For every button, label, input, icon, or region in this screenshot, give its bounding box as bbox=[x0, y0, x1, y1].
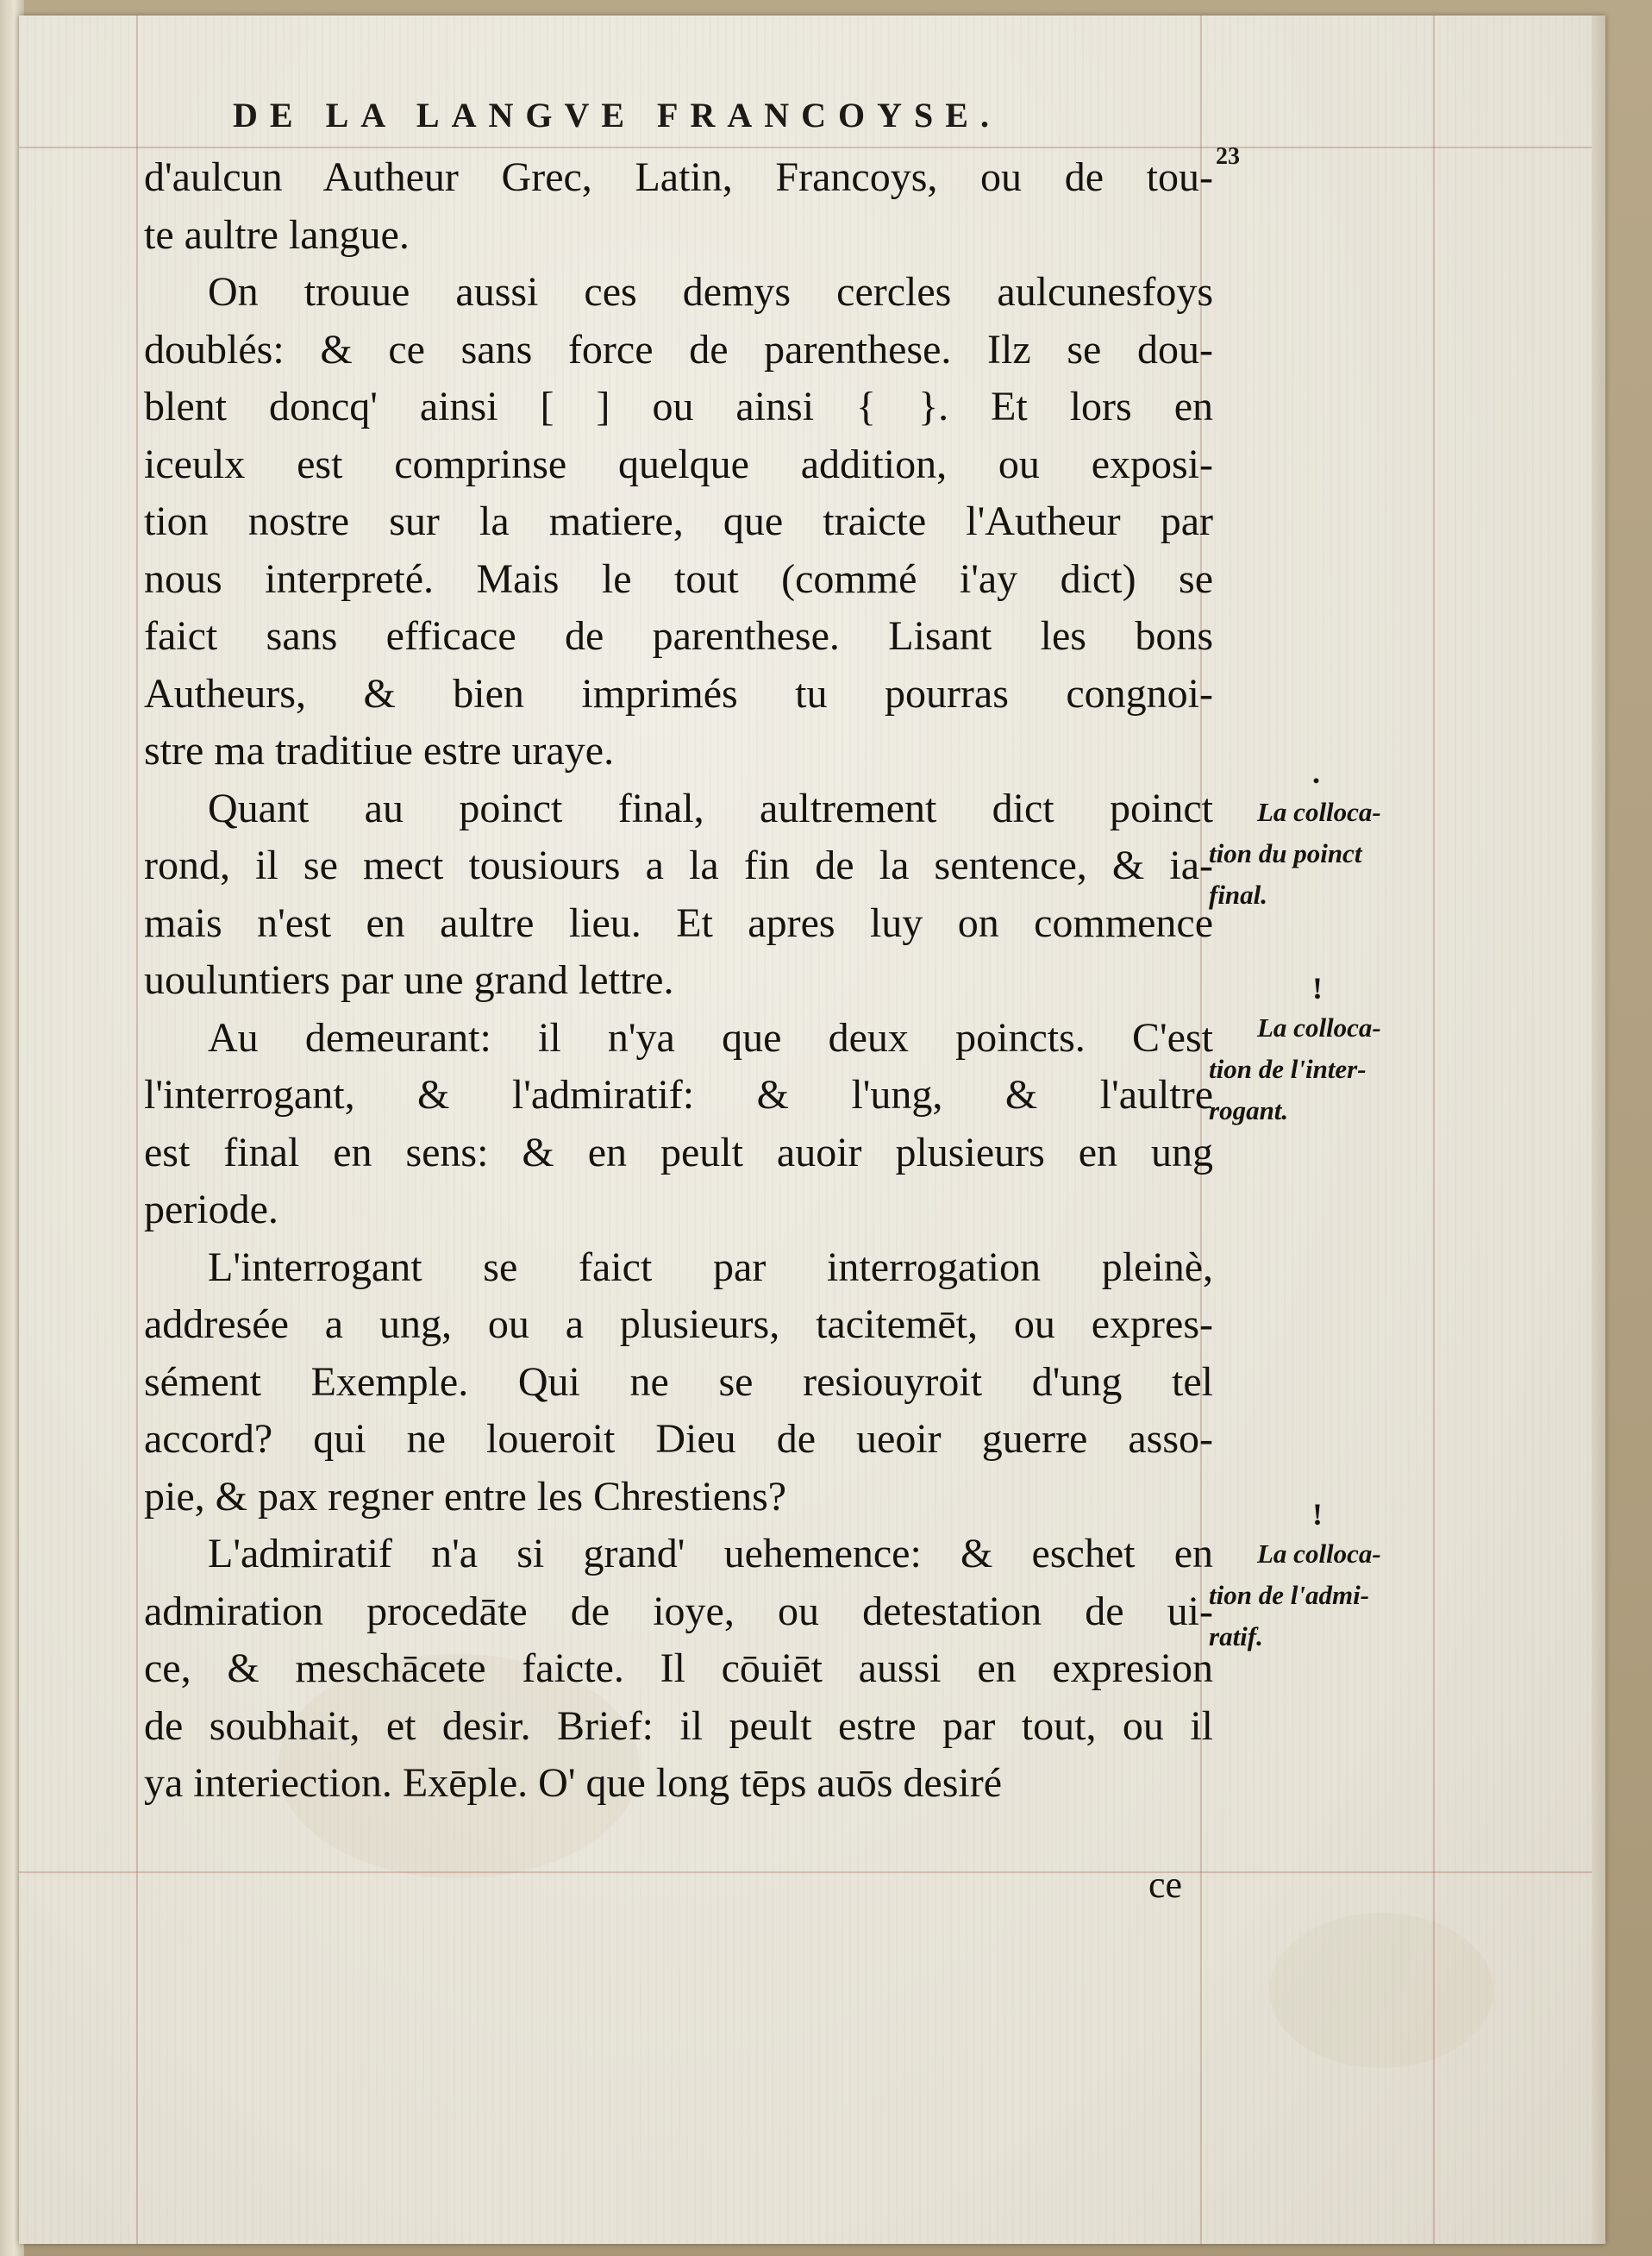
text-line: admiration procedāte de ioye, ou detestation de ui- bbox=[144, 1588, 1213, 1634]
text-line: blent doncq' ainsi [ ] ou ainsi { }. Et lors en bbox=[144, 384, 1213, 429]
text-line: periode. bbox=[144, 1187, 278, 1232]
paragraph bbox=[144, 1526, 1213, 1813]
margin-note-line: La colloca- bbox=[1257, 1012, 1381, 1043]
text-line: mais n'est en aultre lieu. Et apres luy on commence bbox=[144, 899, 1213, 946]
paragraph bbox=[144, 264, 1213, 780]
paragraph bbox=[144, 149, 1213, 264]
margin-note-mark: . bbox=[1312, 755, 1320, 790]
paragraph bbox=[144, 1239, 1213, 1526]
text-line: pie, & pax regner entre les Chrestiens? bbox=[144, 1473, 787, 1520]
text-line: ya interiection. Exēple. O' que long tēps auōs desiré bbox=[144, 1760, 1003, 1806]
paragraph bbox=[144, 780, 1213, 1010]
text-line: Au demeurant: il n'ya que deux poincts. C'est bbox=[208, 1014, 1213, 1061]
text-line: accord? qui ne loueroit Dieu de ueoir guerre asso- bbox=[144, 1416, 1213, 1462]
margin-note-mark: ! bbox=[1312, 971, 1323, 1006]
margin-note-line: ratif. bbox=[1209, 1621, 1263, 1651]
text-line: ce, & meschācete faicte. Il cōuiēt aussi en expresion bbox=[144, 1645, 1213, 1691]
margin-note bbox=[1209, 971, 1467, 1131]
text-line: stre ma traditiue estre uraye. bbox=[144, 728, 615, 774]
book-page bbox=[19, 16, 1605, 2244]
margin-note-mark: ! bbox=[1312, 1497, 1323, 1532]
margin-note-line: rogant. bbox=[1209, 1095, 1289, 1125]
text-line: On trouue aussi ces demys cercles aulcunesfoys bbox=[208, 269, 1213, 315]
paragraph bbox=[144, 1010, 1213, 1239]
text-line: l'interrogant, & l'admiratif: & l'ung, & l'aultre bbox=[144, 1072, 1213, 1118]
margin-note-line: final. bbox=[1209, 880, 1268, 910]
text-line: Quant au poinct final, aultrement dict poinct bbox=[208, 785, 1213, 831]
text-line: iceulx est comprinse quelque addition, ou exposi- bbox=[144, 441, 1213, 487]
text-line: nous interpreté. Mais le tout (commé i'ay dict) se bbox=[144, 555, 1213, 602]
text-line: rond, il se mect tousiours a la fin de la sentence, & ia- bbox=[144, 843, 1213, 888]
rule-top bbox=[19, 147, 1605, 148]
running-head: DE LA LANGVE FRANCOYSE. bbox=[233, 96, 1001, 135]
text-line: Autheurs, & bien imprimés tu pourras congnoi- bbox=[144, 670, 1213, 717]
margin-note-line: tion de l'admi- bbox=[1209, 1580, 1369, 1610]
rule-left bbox=[136, 16, 138, 2244]
margin-note-line: La colloca- bbox=[1257, 1538, 1381, 1569]
text-line: tion nostre sur la matiere, que traicte l'Autheur par bbox=[144, 498, 1213, 544]
text-line: d'aulcun Autheur Grec, Latin, Francoys, ou de tou- bbox=[144, 154, 1213, 200]
margin-note-line: tion du poinct bbox=[1209, 838, 1362, 868]
text-line: uouluntiers par une grand lettre. bbox=[144, 957, 674, 1003]
text-block bbox=[144, 149, 1213, 1813]
text-line: L'admiratif n'a si grand' uehemence: & eschet en bbox=[208, 1531, 1213, 1576]
margin-note-line: La colloca- bbox=[1257, 797, 1381, 827]
margin-note bbox=[1209, 755, 1467, 916]
rule-bottom bbox=[19, 1871, 1605, 1873]
text-line: de soubhait, et desir. Brief: il peult estre par tout, ou il bbox=[144, 1702, 1213, 1749]
text-line: L'interrogant se faict par interrogation pleinè, bbox=[208, 1244, 1213, 1290]
text-line: faict sans efficace de parenthese. Lisant les bons bbox=[144, 613, 1213, 659]
page-number: 23 bbox=[1216, 143, 1240, 170]
text-line: addresée a ung, ou a plusieurs, tacitemēt, ou expres- bbox=[144, 1301, 1213, 1347]
text-line: te aultre langue. bbox=[144, 211, 410, 258]
margin-note-line: tion de l'inter- bbox=[1209, 1054, 1367, 1084]
margin-note bbox=[1209, 1497, 1467, 1658]
page-edge bbox=[1592, 16, 1605, 2244]
text-line: doublés: & ce sans force de parenthese. Ilz se dou- bbox=[144, 326, 1213, 373]
text-line: est final en sens: & en peult auoir plusieurs en ung bbox=[144, 1129, 1213, 1175]
text-line: sément Exemple. Qui ne se resiouyroit d'ung tel bbox=[144, 1358, 1213, 1405]
paper-stain bbox=[1269, 1913, 1493, 2068]
catchword: ce bbox=[1148, 1864, 1183, 1906]
